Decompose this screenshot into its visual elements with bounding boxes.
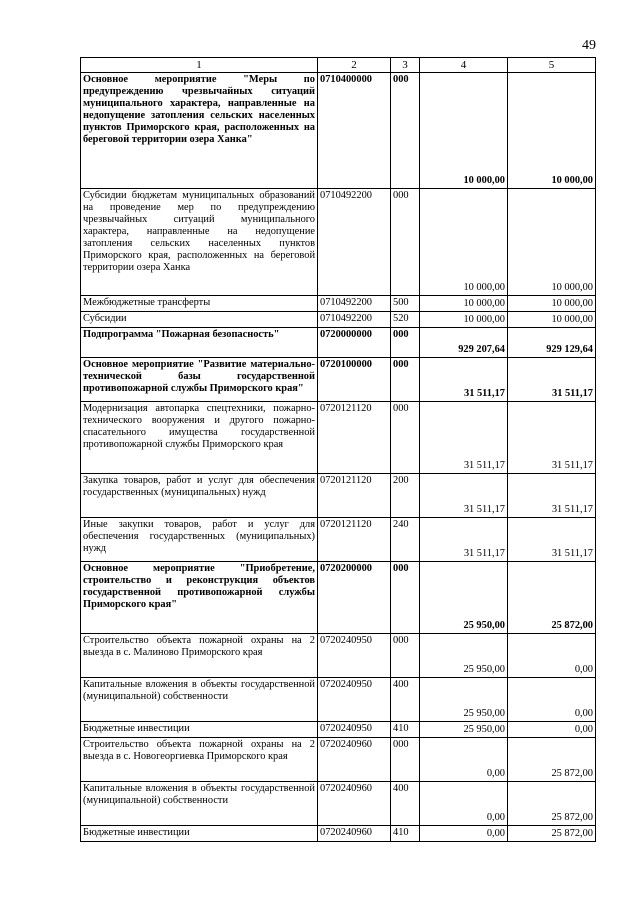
row-amount-2-cell: 31 511,17 xyxy=(508,402,596,474)
row-name-cell: Межбюджетные трансферты xyxy=(81,296,318,312)
table-row xyxy=(81,358,596,402)
table-row xyxy=(81,312,596,328)
row-name-cell: Строительство объекта пожарной охраны на 2 выезда в с. Новогеоргиевка Приморского края xyxy=(81,738,318,782)
column-number: 2 xyxy=(318,58,391,73)
row-amount-1-cell: 25 950,00 xyxy=(420,678,508,722)
budget-table xyxy=(80,57,596,842)
row-expense-type-cell: 400 xyxy=(391,782,420,826)
column-number-row xyxy=(81,58,596,73)
row-amount-2-cell: 10 000,00 xyxy=(508,189,596,296)
row-name-cell: Иные закупки товаров, работ и услуг для обеспечения государственных (муниципальных) нужд xyxy=(81,518,318,562)
table-row xyxy=(81,402,596,474)
row-expense-type-cell: 000 xyxy=(391,402,420,474)
table-row xyxy=(81,634,596,678)
row-name-cell: Субсидии бюджетам муниципальных образований на проведение мер по предупреждению чрезвычайных ситуаций муниципального характера, направленные на недопущение затопления сельских населенных пунктов Приморского края, расположенных на береговой территории озера Ханка xyxy=(81,189,318,296)
page-number: 49 xyxy=(582,38,596,53)
row-amount-2-cell: 0,00 xyxy=(508,722,596,738)
table-row xyxy=(81,474,596,518)
row-expense-type-cell: 000 xyxy=(391,328,420,358)
row-amount-1-cell: 10 000,00 xyxy=(420,73,508,189)
column-number: 4 xyxy=(420,58,508,73)
row-expense-type-cell: 000 xyxy=(391,189,420,296)
row-amount-1-cell: 31 511,17 xyxy=(420,402,508,474)
row-name-cell: Капитальные вложения в объекты государственной (муниципальной) собственности xyxy=(81,678,318,722)
row-name-cell: Основное мероприятие "Развитие материально-технической базы государственной противопожарной службы Приморского края" xyxy=(81,358,318,402)
row-name-cell: Бюджетные инвестиции xyxy=(81,826,318,842)
row-amount-2-cell: 31 511,17 xyxy=(508,474,596,518)
row-amount-1-cell: 929 207,64 xyxy=(420,328,508,358)
row-amount-2-cell: 31 511,17 xyxy=(508,518,596,562)
row-amount-2-cell: 25 872,00 xyxy=(508,782,596,826)
row-amount-1-cell: 25 950,00 xyxy=(420,562,508,634)
row-amount-1-cell: 31 511,17 xyxy=(420,474,508,518)
table-row xyxy=(81,562,596,634)
row-amount-1-cell: 25 950,00 xyxy=(420,722,508,738)
row-amount-2-cell: 25 872,00 xyxy=(508,562,596,634)
row-expense-type-cell: 000 xyxy=(391,738,420,782)
row-code-cell: 0720240950 xyxy=(318,722,391,738)
row-code-cell: 0710400000 xyxy=(318,73,391,189)
table-row xyxy=(81,738,596,782)
row-expense-type-cell: 520 xyxy=(391,312,420,328)
row-name-cell: Закупка товаров, работ и услуг для обеспечения государственных (муниципальных) нужд xyxy=(81,474,318,518)
row-amount-1-cell: 10 000,00 xyxy=(420,312,508,328)
table-row xyxy=(81,189,596,296)
row-code-cell: 0710492200 xyxy=(318,312,391,328)
row-amount-1-cell: 0,00 xyxy=(420,826,508,842)
table-row xyxy=(81,678,596,722)
table-row xyxy=(81,73,596,189)
row-code-cell: 0720121120 xyxy=(318,402,391,474)
row-code-cell: 0710492200 xyxy=(318,189,391,296)
row-amount-2-cell: 0,00 xyxy=(508,634,596,678)
row-code-cell: 0720200000 xyxy=(318,562,391,634)
row-amount-1-cell: 0,00 xyxy=(420,738,508,782)
row-name-cell: Подпрограмма "Пожарная безопасность" xyxy=(81,328,318,358)
row-code-cell: 0720121120 xyxy=(318,518,391,562)
row-name-cell: Бюджетные инвестиции xyxy=(81,722,318,738)
row-expense-type-cell: 410 xyxy=(391,826,420,842)
row-code-cell: 0720240960 xyxy=(318,782,391,826)
row-amount-2-cell: 31 511,17 xyxy=(508,358,596,402)
row-amount-1-cell: 10 000,00 xyxy=(420,296,508,312)
table-body xyxy=(81,58,596,842)
row-amount-2-cell: 25 872,00 xyxy=(508,738,596,782)
row-amount-1-cell: 25 950,00 xyxy=(420,634,508,678)
row-code-cell: 0720240960 xyxy=(318,826,391,842)
row-amount-1-cell: 0,00 xyxy=(420,782,508,826)
row-amount-2-cell: 25 872,00 xyxy=(508,826,596,842)
row-expense-type-cell: 400 xyxy=(391,678,420,722)
column-number: 1 xyxy=(81,58,318,73)
row-amount-2-cell: 10 000,00 xyxy=(508,312,596,328)
table-row xyxy=(81,826,596,842)
row-expense-type-cell: 000 xyxy=(391,562,420,634)
row-code-cell: 0720240950 xyxy=(318,678,391,722)
table-row xyxy=(81,722,596,738)
row-amount-1-cell: 31 511,17 xyxy=(420,518,508,562)
row-expense-type-cell: 410 xyxy=(391,722,420,738)
row-code-cell: 0720121120 xyxy=(318,474,391,518)
row-code-cell: 0720240960 xyxy=(318,738,391,782)
row-name-cell: Основное мероприятие "Приобретение, строительство и реконструкция объектов государственной противопожарной службы Приморского края" xyxy=(81,562,318,634)
row-expense-type-cell: 000 xyxy=(391,358,420,402)
row-expense-type-cell: 200 xyxy=(391,474,420,518)
row-code-cell: 0720000000 xyxy=(318,328,391,358)
row-amount-1-cell: 31 511,17 xyxy=(420,358,508,402)
column-number: 5 xyxy=(508,58,596,73)
row-code-cell: 0710492200 xyxy=(318,296,391,312)
row-expense-type-cell: 000 xyxy=(391,73,420,189)
row-amount-2-cell: 10 000,00 xyxy=(508,296,596,312)
row-name-cell: Основное мероприятие "Меры по предупреждению чрезвычайных ситуаций муниципального характера, направленные на недопущение затопления сельских населенных пунктов Приморского края, расположенных на береговой территории озера Ханка" xyxy=(81,73,318,189)
row-expense-type-cell: 240 xyxy=(391,518,420,562)
column-number: 3 xyxy=(391,58,420,73)
table-row xyxy=(81,782,596,826)
row-name-cell: Субсидии xyxy=(81,312,318,328)
table-row xyxy=(81,296,596,312)
row-amount-2-cell: 10 000,00 xyxy=(508,73,596,189)
row-name-cell: Строительство объекта пожарной охраны на 2 выезда в с. Малиново Приморского края xyxy=(81,634,318,678)
row-name-cell: Модернизация автопарка спецтехники, пожарно-технического вооружения и другого пожарно-спасательного имущества государственной противопожарной службы Приморского края xyxy=(81,402,318,474)
row-expense-type-cell: 500 xyxy=(391,296,420,312)
row-amount-2-cell: 929 129,64 xyxy=(508,328,596,358)
row-code-cell: 0720100000 xyxy=(318,358,391,402)
row-name-cell: Капитальные вложения в объекты государственной (муниципальной) собственности xyxy=(81,782,318,826)
table-row xyxy=(81,518,596,562)
row-amount-1-cell: 10 000,00 xyxy=(420,189,508,296)
row-amount-2-cell: 0,00 xyxy=(508,678,596,722)
table-row xyxy=(81,328,596,358)
row-expense-type-cell: 000 xyxy=(391,634,420,678)
row-code-cell: 0720240950 xyxy=(318,634,391,678)
